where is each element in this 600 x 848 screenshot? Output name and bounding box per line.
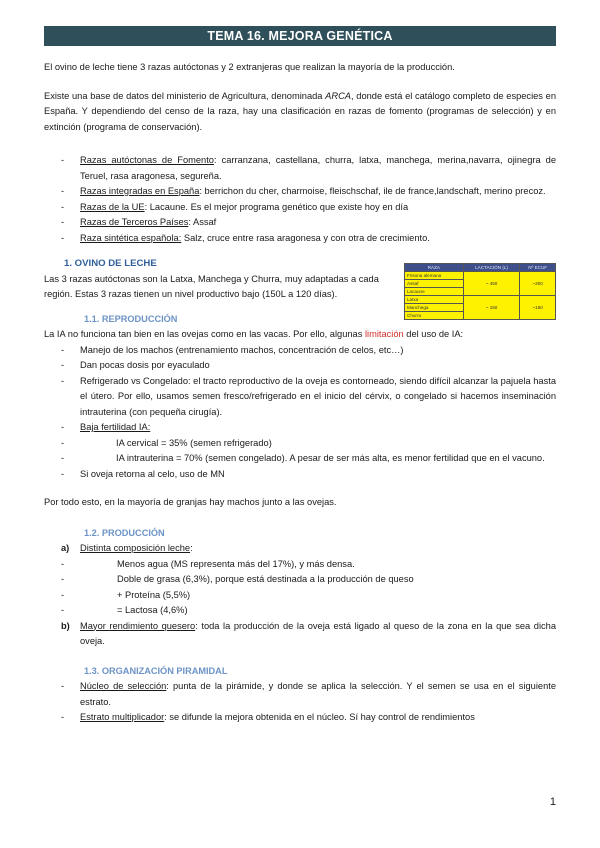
list-item <box>44 231 556 247</box>
page-title: TEMA 16. MEJORA GENÉTICA <box>44 26 556 46</box>
breed-text: Salz, cruce entre rasa aragonesa y con otra de crecimiento. <box>181 232 430 243</box>
arca-paragraph <box>44 89 556 136</box>
section-paragraph: Las 3 razas autóctonas son la Latxa, Manchega y Churra, muy adaptadas a cada región. Estas 3 razas tienen un nivel productivo bajo (150L a 120 días). <box>44 273 379 299</box>
list-item: - Si oveja retorna al celo, uso de MN <box>44 467 556 483</box>
list-item <box>44 200 556 216</box>
item-text: : toda la producción de la oveja está ligado al queso de la zona en la que sea dicha oveja. <box>80 620 556 646</box>
composition-sublist <box>44 557 556 619</box>
list-item: - IA intrauterina = 70% (semen congelado). A pesar de ser más alta, es menor fertilidad que en el vacuno. <box>44 451 556 467</box>
list-item <box>44 153 556 184</box>
breed-label: Raza sintética española: <box>80 232 182 243</box>
arca-text-post: , donde está el catálogo completo de especies en España. Y dependiendo del censo de la raza, hay una clasificación en razas de fomento (programas de selección) y en extinción (programa de conservación). <box>44 90 556 132</box>
list-item: - Menos agua (MS representa más del 17%), y más densa. <box>44 557 556 573</box>
breed-text: : Assaf <box>188 217 217 227</box>
item-label: Distinta composición leche <box>80 543 191 553</box>
list-item: - Manejo de los machos (entrenamiento machos, concentración de celos, etc…) <box>44 343 556 359</box>
table-header: LACTACIÓN (L) <box>463 264 520 272</box>
reproduccion-intro <box>44 327 556 343</box>
list-item: - Doble de grasa (6,3%), porque está destinada a la producción de queso <box>44 572 556 588</box>
breed-production-table <box>404 263 556 320</box>
list-marker: a) <box>61 543 70 553</box>
list-item: - = Lactosa (4,6%) <box>44 603 556 619</box>
breed-text: : Lacaune. Es el mejor programa genético que existe hoy en día <box>144 201 409 212</box>
breed-text: : carranzana, castellana, churra, latxa, manchega, merina,navarra, ojinegra de Teruel, rasa aragonesa, segureña. <box>80 155 557 181</box>
intro-text: La IA no funciona tan bien en las ovejas como en las vacas. Por ello, algunas <box>44 329 365 339</box>
table-cell: ~150 <box>520 296 556 320</box>
item-colon: : <box>190 543 193 553</box>
table-cell: Latxa <box>405 296 464 304</box>
list-item: - Refrigerado vs Congelado: el tracto reproductivo de la oveja es contorneado, siendo difícil alcanzar la pajuela hasta el útero. Por ello, usamos semen fresco/refrigerado en el inicio del cérvix, o congelado si hacemos inseminación intrauterina (con pequeña cirugía). <box>44 374 556 421</box>
table-cell: Manchega <box>405 304 464 312</box>
list-item <box>44 541 556 619</box>
produccion-list <box>44 541 556 650</box>
table-cell: Frisona alemana <box>405 272 464 280</box>
table-row <box>405 296 556 304</box>
table-header: RAZA <box>405 264 464 272</box>
fertility-sublist <box>44 436 556 467</box>
list-item <box>44 619 556 650</box>
list-item <box>44 184 556 200</box>
list-item <box>44 215 556 231</box>
subsection-heading-produccion: 1.2. PRODUCCIÓN <box>84 527 165 538</box>
table-cell: Lacaune <box>405 288 464 296</box>
subsection-heading-organizacion: 1.3. ORGANIZACIÓN PIRAMIDAL <box>84 665 228 676</box>
subsection-heading-reproduccion: 1.1. REPRODUCCIÓN <box>84 313 178 324</box>
list-marker: b) <box>61 620 70 631</box>
document-page <box>44 26 556 726</box>
fertility-label: Baja fertilidad IA: <box>80 422 151 432</box>
table-header-row <box>405 264 556 272</box>
page-number: 1 <box>549 796 556 808</box>
section-heading: 1. OVINO DE LECHE <box>64 258 157 269</box>
table-cell: Churra <box>405 312 464 320</box>
intro-paragraph: El ovino de leche tiene 3 razas autóctonas y 2 extranjeras que realizan la mayoría de la producción. <box>44 62 455 72</box>
item-text: : se difunde la mejora obtenida en el núcleo. Sí hay control de rendimientos <box>164 712 475 722</box>
breed-list <box>44 153 556 246</box>
list-item: - IA cervical = 35% (semen refrigerado) <box>44 436 556 452</box>
item-label: Estrato multiplicador <box>80 712 165 722</box>
reproduccion-list <box>44 343 556 483</box>
table-row <box>405 272 556 280</box>
arca-name: ARCA <box>325 90 351 101</box>
list-item <box>44 420 556 467</box>
list-item: - Dan pocas dosis por eyaculado <box>44 358 556 374</box>
item-label: Mayor rendimiento quesero <box>80 620 196 631</box>
table-cell: ~300 <box>520 272 556 296</box>
conclusion-paragraph: Por todo esto, en la mayoría de granjas hay machos junto a las ovejas. <box>44 497 337 507</box>
organizacion-list <box>44 679 556 726</box>
item-text: : punta de la pirámide, y donde se aplica la selección. Y el semen se usa en el siguiente estrato. <box>80 681 556 707</box>
table-cell: ~ 450 <box>463 272 520 296</box>
breed-label: Razas de la UE <box>80 201 145 212</box>
breed-label: Razas integradas en España <box>80 186 200 196</box>
breed-text: : berrichon du cher, charmoise, fleischschaf, ile de france,landschaft, merino precoz. <box>199 186 546 196</box>
breed-label: Razas de Terceros Países <box>80 217 189 227</box>
intro-text-end: del uso de IA: <box>403 329 464 339</box>
table-header: Nº ECUF <box>520 264 556 272</box>
breed-label: Razas autóctonas de Fomento <box>80 155 214 165</box>
table-cell: Assaf <box>405 280 464 288</box>
limitation-highlight: limitación <box>364 329 404 339</box>
item-label: Núcleo de selección <box>80 681 167 691</box>
arca-text-pre: Existe una base de datos del ministerio de Agricultura, denominada <box>44 90 326 101</box>
table-cell: ~ 150 <box>463 296 520 320</box>
list-item <box>44 710 556 726</box>
list-item: - + Proteína (5,5%) <box>44 588 556 604</box>
list-item <box>44 679 556 710</box>
